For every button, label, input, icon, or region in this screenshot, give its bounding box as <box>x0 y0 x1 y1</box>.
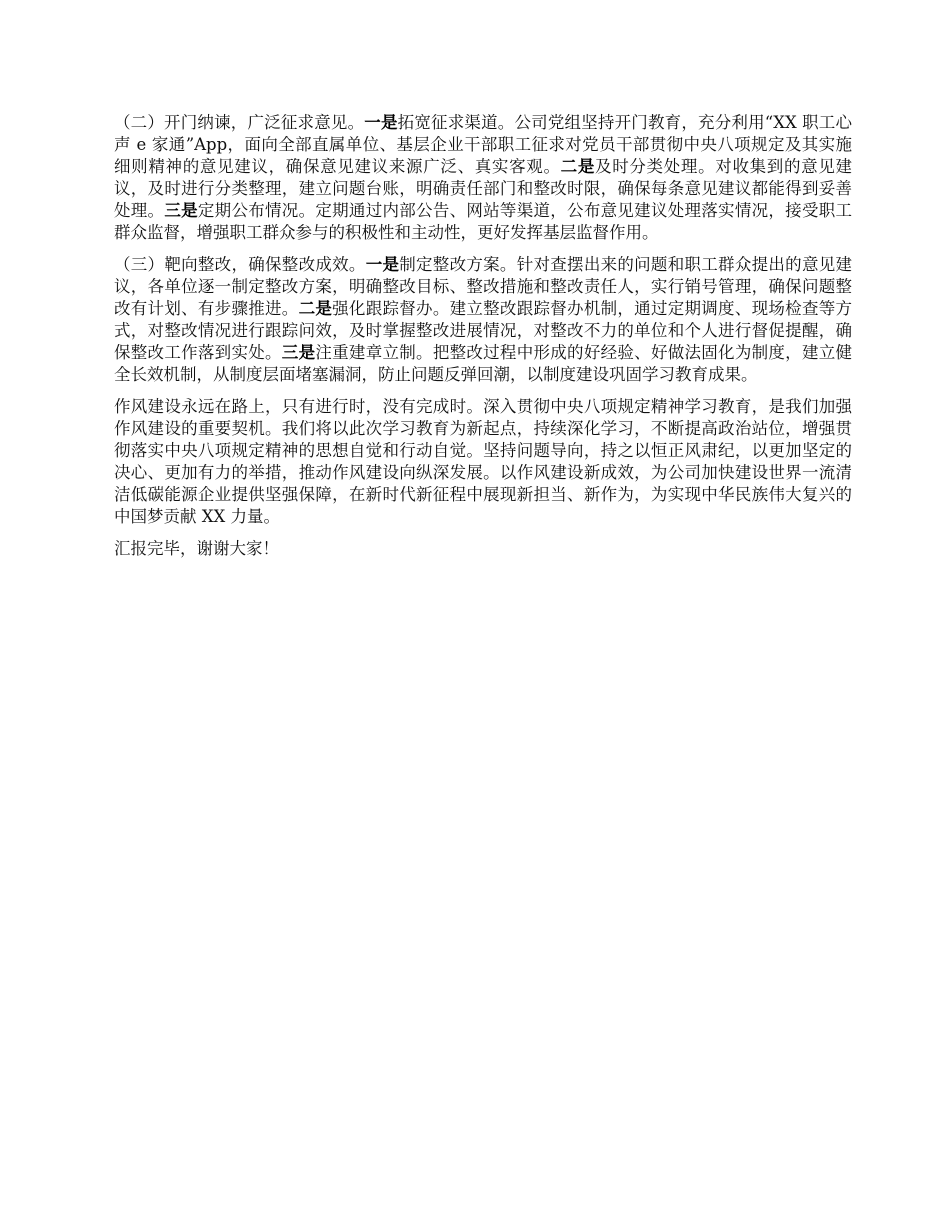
point-marker-second: 二是 <box>560 157 596 176</box>
paragraph-text: 注重建章立制。把整改过程中形成的好经验、好做法固化为制度，建立健全长效机制，从制度层面堵塞漏洞，防止问题反弹回潮，以制度建设巩固学习教育成果。 <box>114 343 853 384</box>
document-page <box>114 112 852 570</box>
closing-text: 汇报完毕，谢谢大家！ <box>114 539 279 558</box>
paragraph-text: 拓宽征求渠道。公司党组坚持开门教育，充分利用“XX 职工心声 e 家通”App，面向全部直属单位、基层企业干部职工征求对党员干部贯彻中央八项规定及其实施细则精神的意见建议，确保意见建议来源广泛、真实客观。 <box>114 113 852 176</box>
paragraph-text: 及时分类处理。对收集到的意见建议，及时进行分类整理，建立问题台账，明确责任部门和整改时限，确保每条意见建议都能得到妥善处理。 <box>114 157 853 220</box>
paragraph-text: 作风建设永远在路上，只有进行时，没有完成时。深入贯彻中央八项规定精神学习教育，是我们加强作风建设的重要契机。我们将以此次学习教育为新起点，持续深化学习，不断提高政治站位，增强贯彻落实中央八项规定精神的思想自觉和行动自觉。坚持问题导向，持之以恒正风肃纪，以更加坚定的决心、更加有力的举措，推动作风建设向纵深发展。以作风建设新成效，为公司加快建设世界一流清洁低碳能源企业提供坚强保障，在新时代新征程中展现新担当、新作为，为实现中华民族伟大复兴的中国梦贡献 XX 力量。 <box>114 397 852 526</box>
point-marker-first: 一是 <box>365 255 400 274</box>
paragraph-heading: （三）靶向整改，确保整改成效。 <box>114 255 366 274</box>
point-marker-third: 三是 <box>281 343 316 362</box>
paragraph-solicit-opinions <box>114 112 852 244</box>
paragraph-text: 制定整改方案。针对查摆出来的问题和职工群众提出的意见建议，各单位逐一制定整改方案，明确整改目标、整改措施和整改责任人，实行销号管理，确保问题整改有计划、有步骤推进。 <box>114 255 853 318</box>
paragraph-targeted-rectification <box>114 254 852 386</box>
paragraph-heading: （二）开门纳谏，广泛征求意见。 <box>114 113 365 132</box>
paragraph-closing-remark <box>114 538 852 560</box>
point-marker-first: 一是 <box>364 113 398 132</box>
paragraph-text: 定期公布情况。定期通过内部公告、网站等渠道，公布意见建议处理落实情况，接受职工群众监督，增强职工群众参与的积极性和主动性，更好发挥基层监督作用。 <box>114 201 853 242</box>
point-marker-third: 三是 <box>164 201 198 220</box>
point-marker-second: 二是 <box>298 299 333 318</box>
paragraph-conclusion <box>114 396 852 528</box>
paragraph-text: 强化跟踪督办。建立整改跟踪督办机制，通过定期调度、现场检查等方式，对整改情况进行跟踪问效，及时掌握整改进展情况，对整改不力的单位和个人进行督促提醒，确保整改工作落到实处。 <box>114 299 853 362</box>
